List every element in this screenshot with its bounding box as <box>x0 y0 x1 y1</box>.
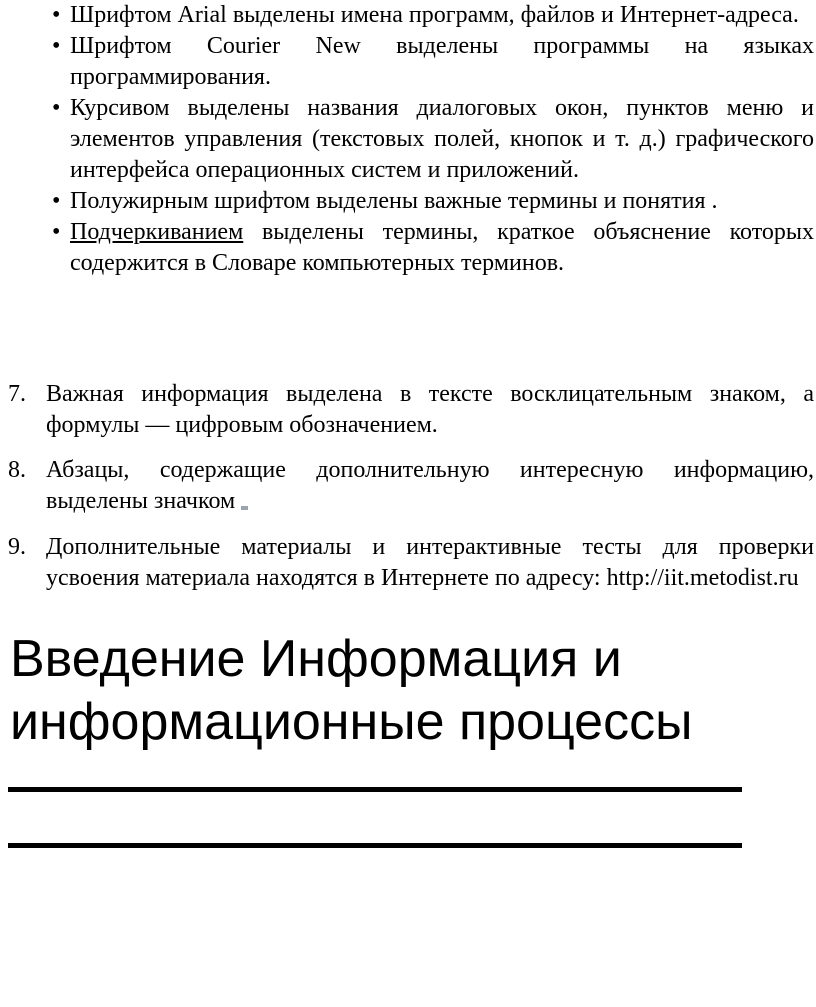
numbered-list <box>8 532 814 594</box>
bullet-item-courier <box>52 31 814 93</box>
numbered-list <box>8 455 814 517</box>
bullet-text: Полужирным шрифтом выделены важные термины и понятия . <box>70 188 718 214</box>
bullet-text: Шрифтом Arial выделены имена программ, файлов и Интернет-адреса. <box>70 2 799 28</box>
bullet-marker: • <box>52 33 61 59</box>
bullet-marker: • <box>52 219 61 245</box>
numbered-item-9 <box>8 532 814 594</box>
item-text: Дополнительные материалы и интерактивные тесты для проверки усвоения материала находятся в Интернете по адресу: http://iit.metodist.ru <box>46 534 814 591</box>
item-text: Важная информация выделена в тексте восклицательным знаком, а формулы — цифровым обозначением. <box>46 381 814 438</box>
bullet-text: Курсивом выделены названия диалоговых окон, пунктов меню и элементов управления (текстовых полей, кнопок и т. д.) графического интерфейса операционных систем и приложений. <box>70 95 814 183</box>
item-number: 8. <box>8 457 26 483</box>
bullet-item-italic <box>52 93 814 186</box>
numbered-item-7 <box>8 379 814 441</box>
bullet-text-rest: выделены термины, краткое объяснение которых содержится в Словаре компьютерных терминов. <box>70 219 814 276</box>
bullet-list <box>52 0 814 279</box>
bullet-item-bold <box>52 186 814 217</box>
bullet-marker: • <box>52 188 61 214</box>
numbered-list <box>8 379 814 441</box>
underlined-term: Подчеркиванием <box>70 219 244 245</box>
bullet-item-underline <box>52 217 814 279</box>
info-marker-icon <box>241 506 248 510</box>
bullet-text: Шрифтом Courier New выделены программы на языках программирования. <box>70 33 814 90</box>
bullet-item-arial <box>52 0 814 31</box>
bullet-marker: • <box>52 2 61 28</box>
divider-line <box>8 843 742 848</box>
item-number: 9. <box>8 534 26 560</box>
bullet-marker: • <box>52 95 61 121</box>
section-heading: Введение Информация и информационные процессы <box>10 630 693 751</box>
item-text: Абзацы, содержащие дополнительную интересную информацию, выделены значком <box>46 457 814 514</box>
divider-line <box>8 787 742 792</box>
bullet-text <box>70 217 814 279</box>
numbered-item-8 <box>8 455 814 517</box>
item-number: 7. <box>8 381 26 407</box>
